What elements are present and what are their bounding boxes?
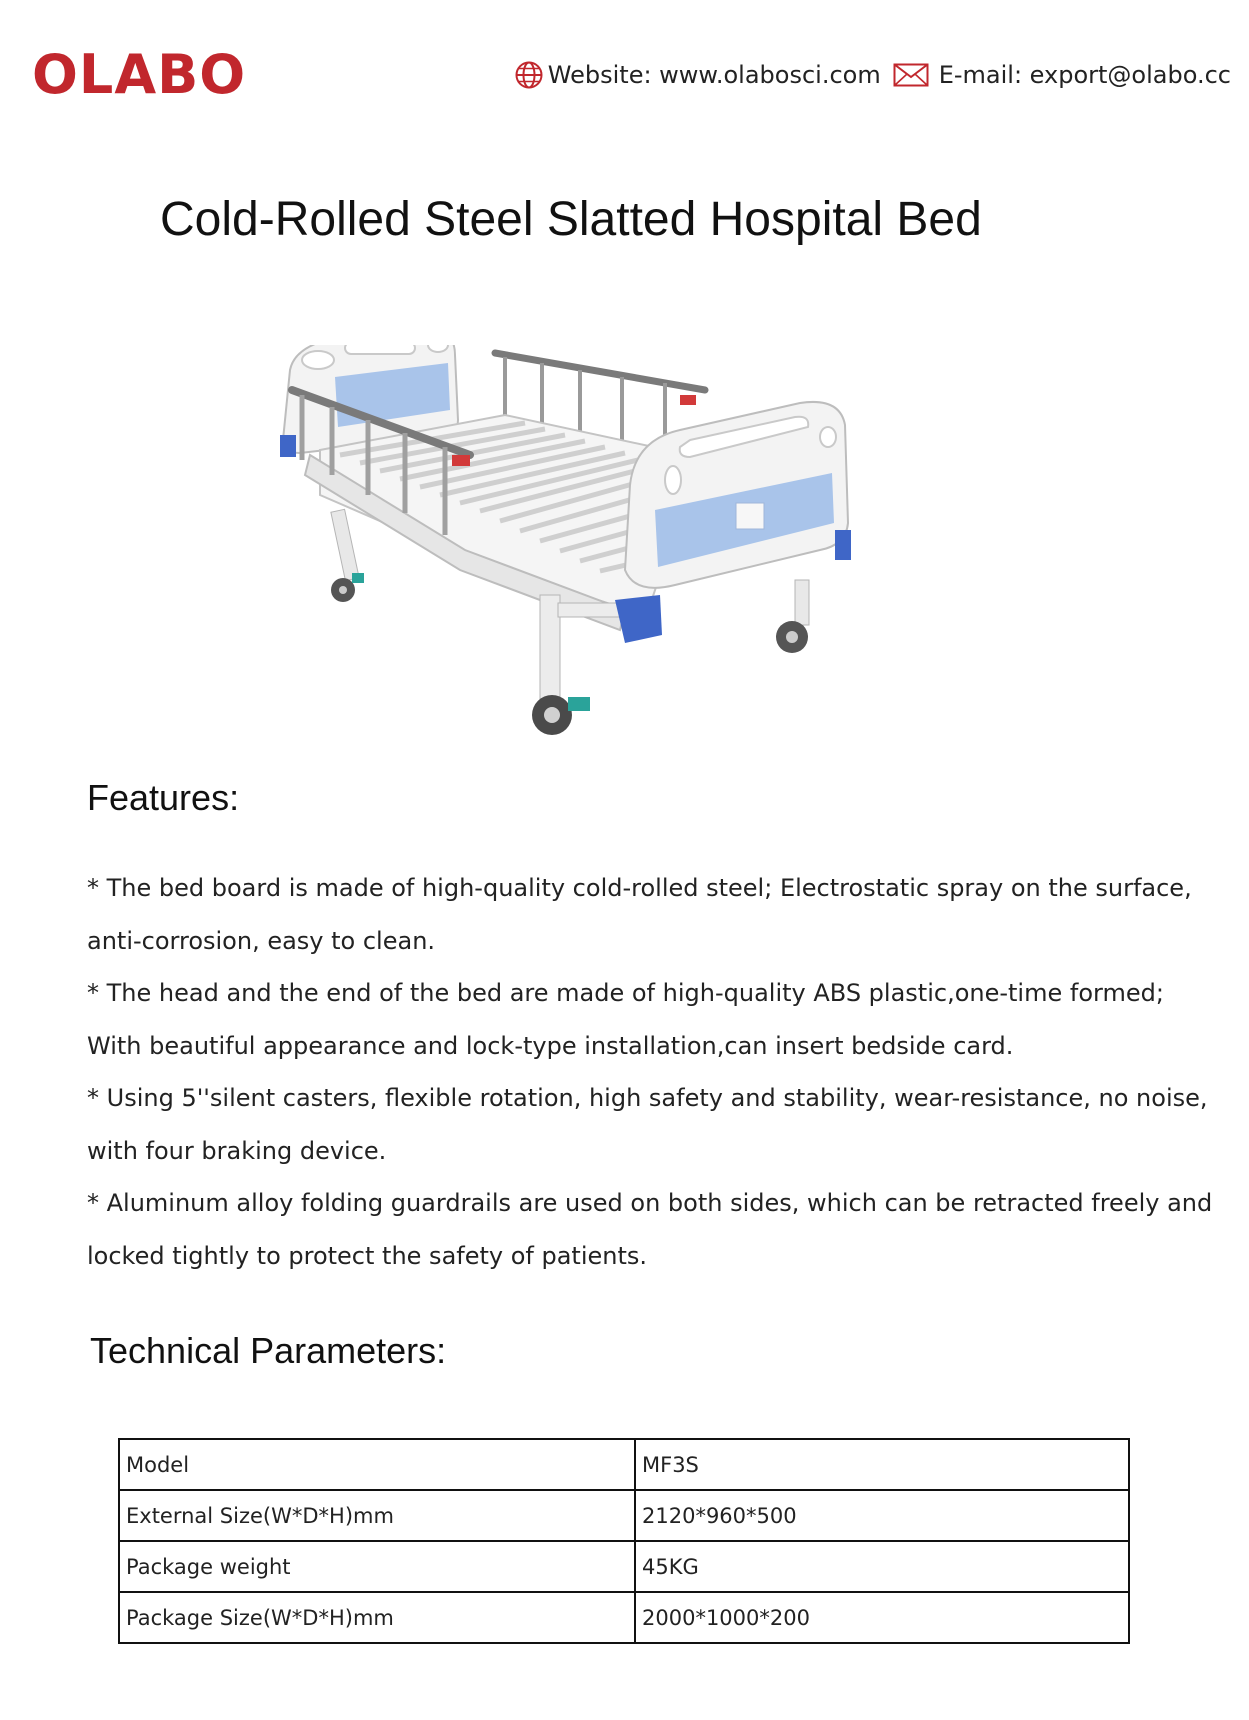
param-key: Package Size(W*D*H)mm — [119, 1592, 635, 1643]
technical-heading: Technical Parameters: — [90, 1330, 447, 1371]
table-row — [119, 1439, 1129, 1490]
product-image — [280, 345, 945, 765]
table-row — [119, 1592, 1129, 1643]
feature-line: * Using 5''silent casters, flexible rotation, high safety and stability, wear-resistance, no noise, — [87, 1084, 1208, 1112]
table-row — [119, 1541, 1129, 1592]
param-key: Model — [119, 1439, 635, 1490]
globe-icon — [512, 60, 546, 90]
param-value: 45KG — [635, 1541, 1129, 1592]
envelope-icon — [891, 60, 931, 90]
email-link[interactable]: E-mail: export@olabo.cc — [938, 61, 1231, 89]
feature-line: * The bed board is made of high-quality cold-rolled steel; Electrostatic spray on the surface, — [87, 874, 1192, 902]
feature-line: * Aluminum alloy folding guardrails are used on both sides, which can be retracted freely and — [87, 1189, 1213, 1217]
table-row — [119, 1490, 1129, 1541]
features-heading: Features: — [87, 777, 240, 818]
param-value: 2120*960*500 — [635, 1490, 1129, 1541]
param-key: External Size(W*D*H)mm — [119, 1490, 635, 1541]
param-value: MF3S — [635, 1439, 1129, 1490]
feature-line: anti-corrosion, easy to clean. — [87, 926, 436, 955]
contact-info — [512, 60, 1231, 90]
features-list — [87, 862, 1237, 1282]
feature-line: locked tightly to protect the safety of patients. — [87, 1241, 648, 1270]
param-key: Package weight — [119, 1541, 635, 1592]
param-value: 2000*1000*200 — [635, 1592, 1129, 1643]
website-link[interactable]: Website: www.olabosci.com — [547, 61, 881, 89]
hospital-bed-illustration — [280, 345, 945, 765]
page-title: Cold-Rolled Steel Slatted Hospital Bed — [160, 193, 982, 246]
parameters-table — [118, 1438, 1130, 1644]
feature-line: * The head and the end of the bed are made of high-quality ABS plastic,one-time formed; — [87, 979, 1164, 1007]
feature-line: with four braking device. — [87, 1136, 387, 1165]
feature-line: With beautiful appearance and lock-type installation,can insert bedside card. — [87, 1031, 1014, 1060]
brand-logo: OLABO — [32, 43, 247, 106]
